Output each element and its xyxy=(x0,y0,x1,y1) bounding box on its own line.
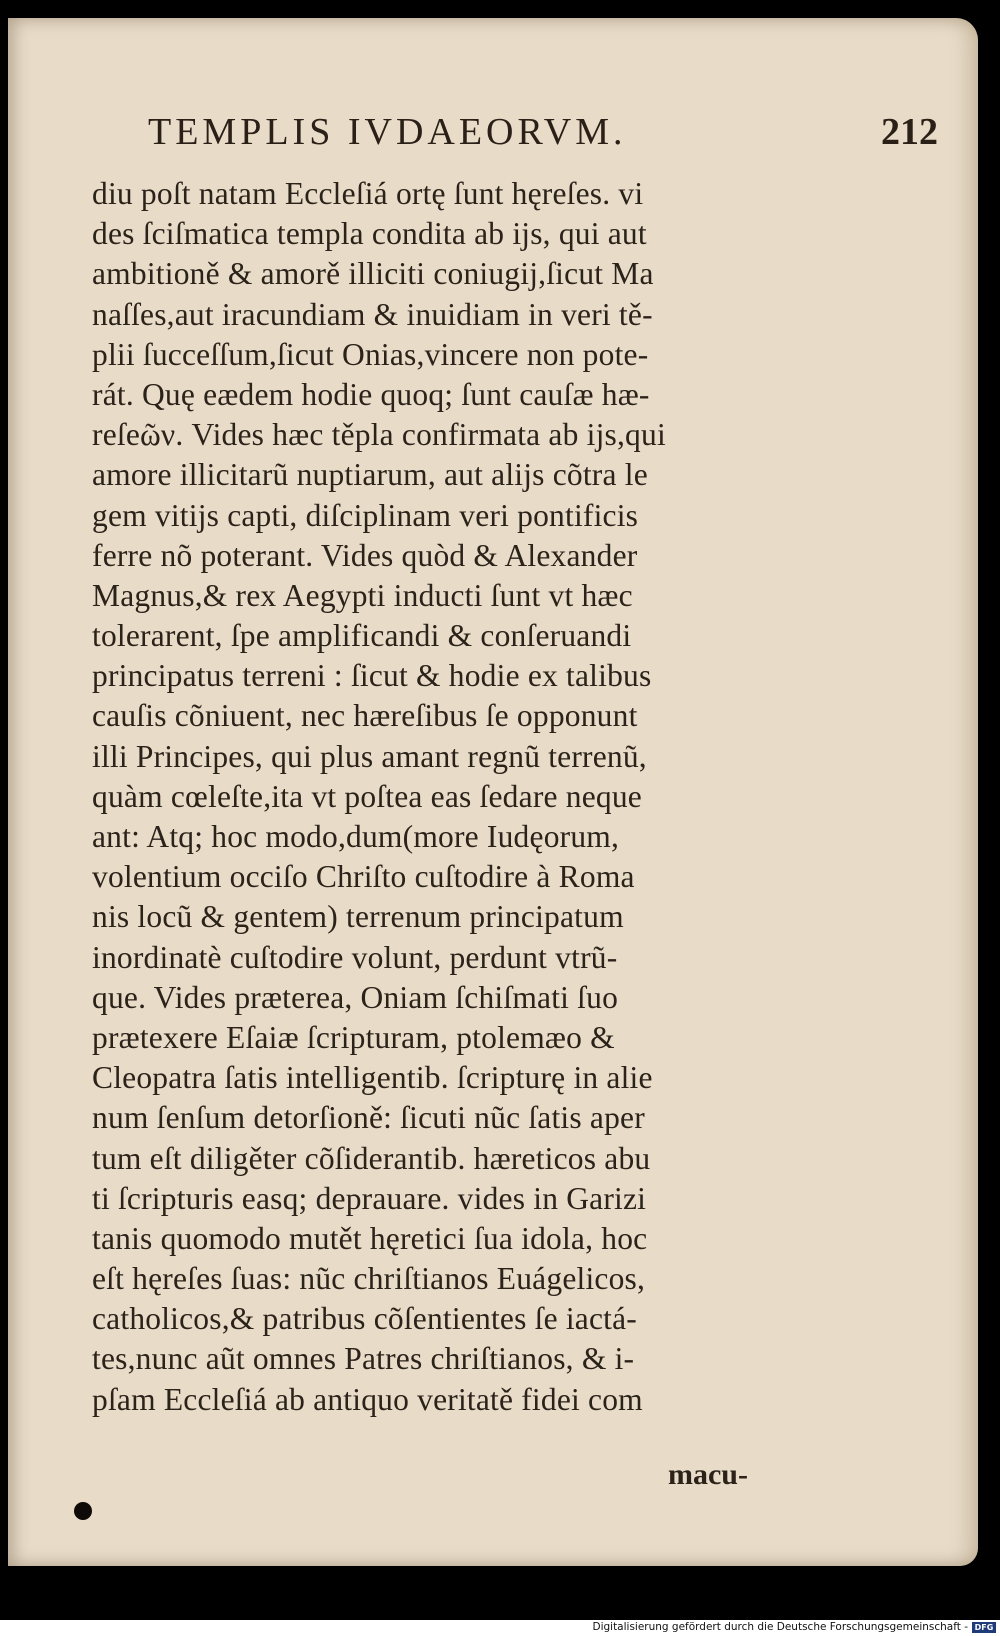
text-line: tolerarent, ſpe amplificandi & conſeruandi xyxy=(92,618,632,654)
text-line: plii ſucceſſum,ſicut Onias,vincere non pote- xyxy=(92,336,649,372)
text-line: diu poſt natam Eccleſiá ortę ſunt hęreſes. vi xyxy=(92,176,644,211)
text-line: tes,nunc aũt omnes Patres chriſtianos, & i- xyxy=(92,1341,635,1377)
text-block xyxy=(92,174,762,1420)
text-line: quàm cœleſte,ita vt poſtea eas ſedare neque xyxy=(92,778,642,814)
text-line: gem vitijs capti, diſciplinam veri pontificis xyxy=(92,497,639,533)
text-line: volentium occiſo Chriſto cuſtodire à Roma xyxy=(92,859,635,895)
page-number: 212 xyxy=(881,111,938,153)
text-line: des ſciſmatica templa condita ab ijs, qui aut xyxy=(92,216,647,252)
running-head xyxy=(148,110,938,160)
text-line: ant: Atq; hoc modo,dum(more Iudęorum, xyxy=(92,819,620,854)
text-line: ambitioně & amorě illiciti coniugij,ſicut Ma xyxy=(92,256,654,292)
text-line: tanis quomodo mutět hęretici ſua idola, hoc xyxy=(92,1220,648,1256)
text-line: illi Principes, qui plus amant regnũ terrenũ, xyxy=(92,738,647,774)
text-line: principatus terreni : ſicut & hodie ex talibus xyxy=(92,658,652,694)
footer-credit: Digitalisierung gefördert durch die Deutsche Forschungsgemeinschaft - xyxy=(592,1621,968,1633)
text-line: tum eſt diligěter cõſiderantib. hæreticos abu xyxy=(92,1140,651,1176)
text-line: que. Vides præterea, Oniam ſchiſmati ſuo xyxy=(92,979,619,1015)
text-line: rát. Quę eædem hodie quoq; ſunt cauſæ hæ- xyxy=(92,376,650,412)
text-line: nis locũ & gentem) terrenum principatum xyxy=(92,899,624,935)
running-head-title: TEMPLIS IVDAEORVM. xyxy=(148,111,627,153)
text-line: Cleopatra ſatis intelligentib. ſcripturę in alie xyxy=(92,1060,653,1096)
text-line: cauſis cõniuent, nec hæreſibus ſe opponunt xyxy=(92,698,638,734)
text-line: ferre nõ poterant. Vides quòd & Alexander xyxy=(92,537,638,573)
text-line: prætexere Eſaiæ ſcripturam, ptolemæo & xyxy=(92,1019,615,1055)
text-line: ti ſcripturis easq; deprauare. vides in Garizi xyxy=(92,1180,647,1216)
text-line: naſſes,aut iracundiam & inuidiam in veri tě- xyxy=(92,296,653,332)
text-line: catholicos,& patribus cõſentientes ſe iactá- xyxy=(92,1301,637,1337)
text-line: inordinatè cuſtodire volunt, perdunt vtrũ- xyxy=(92,939,618,975)
text-line: pſam Eccleſiá ab antiquo veritatě fidei com xyxy=(92,1381,643,1417)
text-line: Magnus,& rex Aegypti inducti ſunt vt hæc xyxy=(92,577,633,613)
dfg-logo: DFG xyxy=(972,1622,996,1633)
footer-bar xyxy=(0,1620,1000,1636)
ink-dot-mark xyxy=(74,1502,92,1520)
catchword: macu- xyxy=(668,1458,748,1491)
text-line: reſeῶν. Vides hæc těpla confirmata ab ijs,qui xyxy=(92,417,666,453)
book-page xyxy=(8,18,978,1566)
text-line: amore illicitarũ nuptiarum, aut alijs cõtra le xyxy=(92,457,648,493)
text-line: num ſenſum detorſioně: ſicuti nũc ſatis aper xyxy=(92,1100,645,1136)
text-line: eſt hęreſes ſuas: nũc chriſtianos Euágelicos, xyxy=(92,1261,646,1297)
